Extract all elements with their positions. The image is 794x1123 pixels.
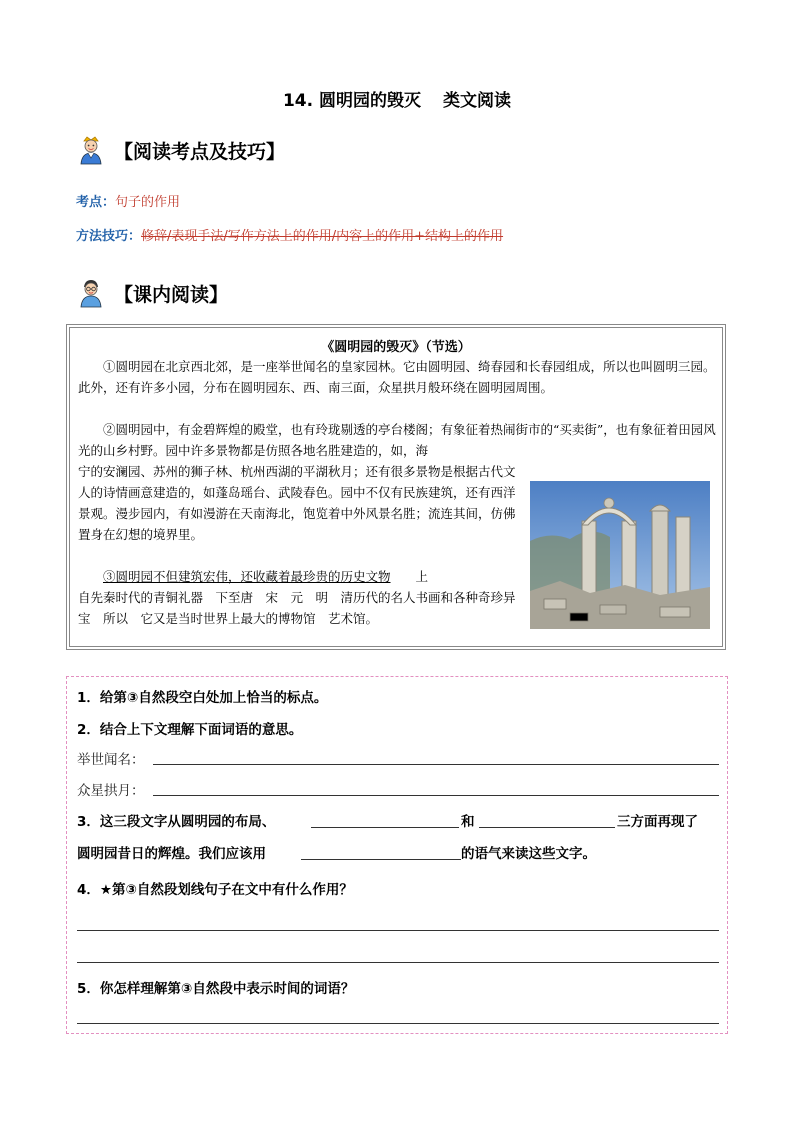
paragraph-3-first-end: 上 bbox=[415, 569, 429, 584]
passage-paragraph-1: ①圆明园在北京西北郊，是一座举世闻名的皇家园林。它由圆明园、绮春园和长春园组成，所以也叫圆明三园。此外，还有许多小园，分布在圆明园东、西、南三面，众星拱月般环绕在圆明园周围。 bbox=[78, 359, 716, 395]
section-heading-text: 【阅读考点及技巧】 bbox=[114, 140, 286, 163]
question-3-and: 和 bbox=[461, 814, 475, 830]
fangfa-value: 修辞/表现手法/写作方法上的作用/内容上的作用+结构上的作用 bbox=[141, 229, 504, 244]
q4-answer-line-2[interactable] bbox=[77, 962, 719, 963]
q4-answer-line-1[interactable] bbox=[77, 930, 719, 931]
teacher-avatar-icon bbox=[76, 135, 106, 165]
q3-blank-1[interactable] bbox=[311, 827, 459, 828]
q3-blank-2[interactable] bbox=[479, 827, 615, 828]
term-2-answer-line[interactable] bbox=[153, 795, 719, 796]
question-4: 4．★第③自然段划线句子在文中有什么作用？ bbox=[77, 882, 353, 898]
q3-blank-3[interactable] bbox=[301, 859, 461, 860]
passage-paragraph-2a: ②圆明园中，有金碧辉煌的殿堂，也有玲珑剔透的亭台楼阁；有象征着热闹街市的“买卖街”，也有象征着田园风光的山乡村野。园中许多景物都是仿照各地名胜建造的，如，海 bbox=[78, 422, 716, 458]
section-heading-text: 【课内阅读】 bbox=[114, 283, 229, 306]
passage-paragraph-3 bbox=[78, 566, 518, 629]
question-3-part-c: 圆明园昔日的辉煌。我们应该用 bbox=[77, 846, 266, 862]
passage-paragraph-2b: 宁的安澜园、苏州的狮子林、杭州西湖的平湖秋月；还有很多景物是根据古代文人的诗情画意建造的，如蓬岛瑶台、武陵春色。园中不仅有民族建筑，还有西洋景观。漫步园内，有如漫游在天南海北，饱览着中外风景名胜；流连其间，仿佛置身在幻想的境界里。 bbox=[78, 464, 516, 542]
kaodian-label: 考点： bbox=[76, 195, 116, 210]
fangfa-label: 方法技巧： bbox=[76, 229, 142, 244]
term-1-label: 举世闻名： bbox=[77, 752, 145, 768]
kaodian-line bbox=[76, 191, 180, 210]
question-3-part-d: 的语气来读这些文字。 bbox=[461, 846, 596, 862]
fangfa-line bbox=[76, 225, 503, 244]
question-1: 1．给第③自然段空白处加上恰当的标点。 bbox=[77, 690, 328, 706]
term-1-answer-line[interactable] bbox=[153, 764, 719, 765]
q5-answer-line[interactable] bbox=[77, 1023, 719, 1024]
paragraph-3-rest: 自先秦时代的青铜礼器 下至唐 宋 元 明 清历代的名人书画和各种奇珍异宝 所以 它又是当时世界上最大的博物馆 艺术馆。 bbox=[78, 590, 516, 626]
kaodian-value: 句子的作用 bbox=[115, 195, 181, 210]
passage-title: 《圆明园的毁灭》（节选） bbox=[321, 340, 471, 355]
question-5: 5．你怎样理解第③自然段中表示时间的词语？ bbox=[77, 981, 355, 997]
page-title bbox=[0, 86, 794, 111]
question-3-part-b: 三方面再现了 bbox=[617, 814, 698, 830]
term-2-label: 众星拱月： bbox=[77, 783, 145, 799]
underlined-sentence: ③圆明园不但建筑宏伟，还收藏着最珍贵的历史文物 bbox=[103, 569, 391, 584]
section-heading-skills bbox=[76, 135, 285, 165]
passage-box bbox=[66, 324, 726, 650]
question-2: 2．结合上下文理解下面词语的意思。 bbox=[77, 722, 303, 738]
section-heading-reading bbox=[76, 278, 228, 308]
title-sub: 类文阅读 bbox=[443, 91, 512, 111]
student-avatar-icon bbox=[76, 278, 106, 308]
title-main: 14. 圆明园的毁灭 bbox=[282, 91, 422, 111]
ruins-photo bbox=[530, 481, 710, 629]
question-3-part-a: 3．这三段文字从圆明园的布局、 bbox=[77, 814, 276, 830]
questions-box bbox=[66, 676, 728, 1034]
